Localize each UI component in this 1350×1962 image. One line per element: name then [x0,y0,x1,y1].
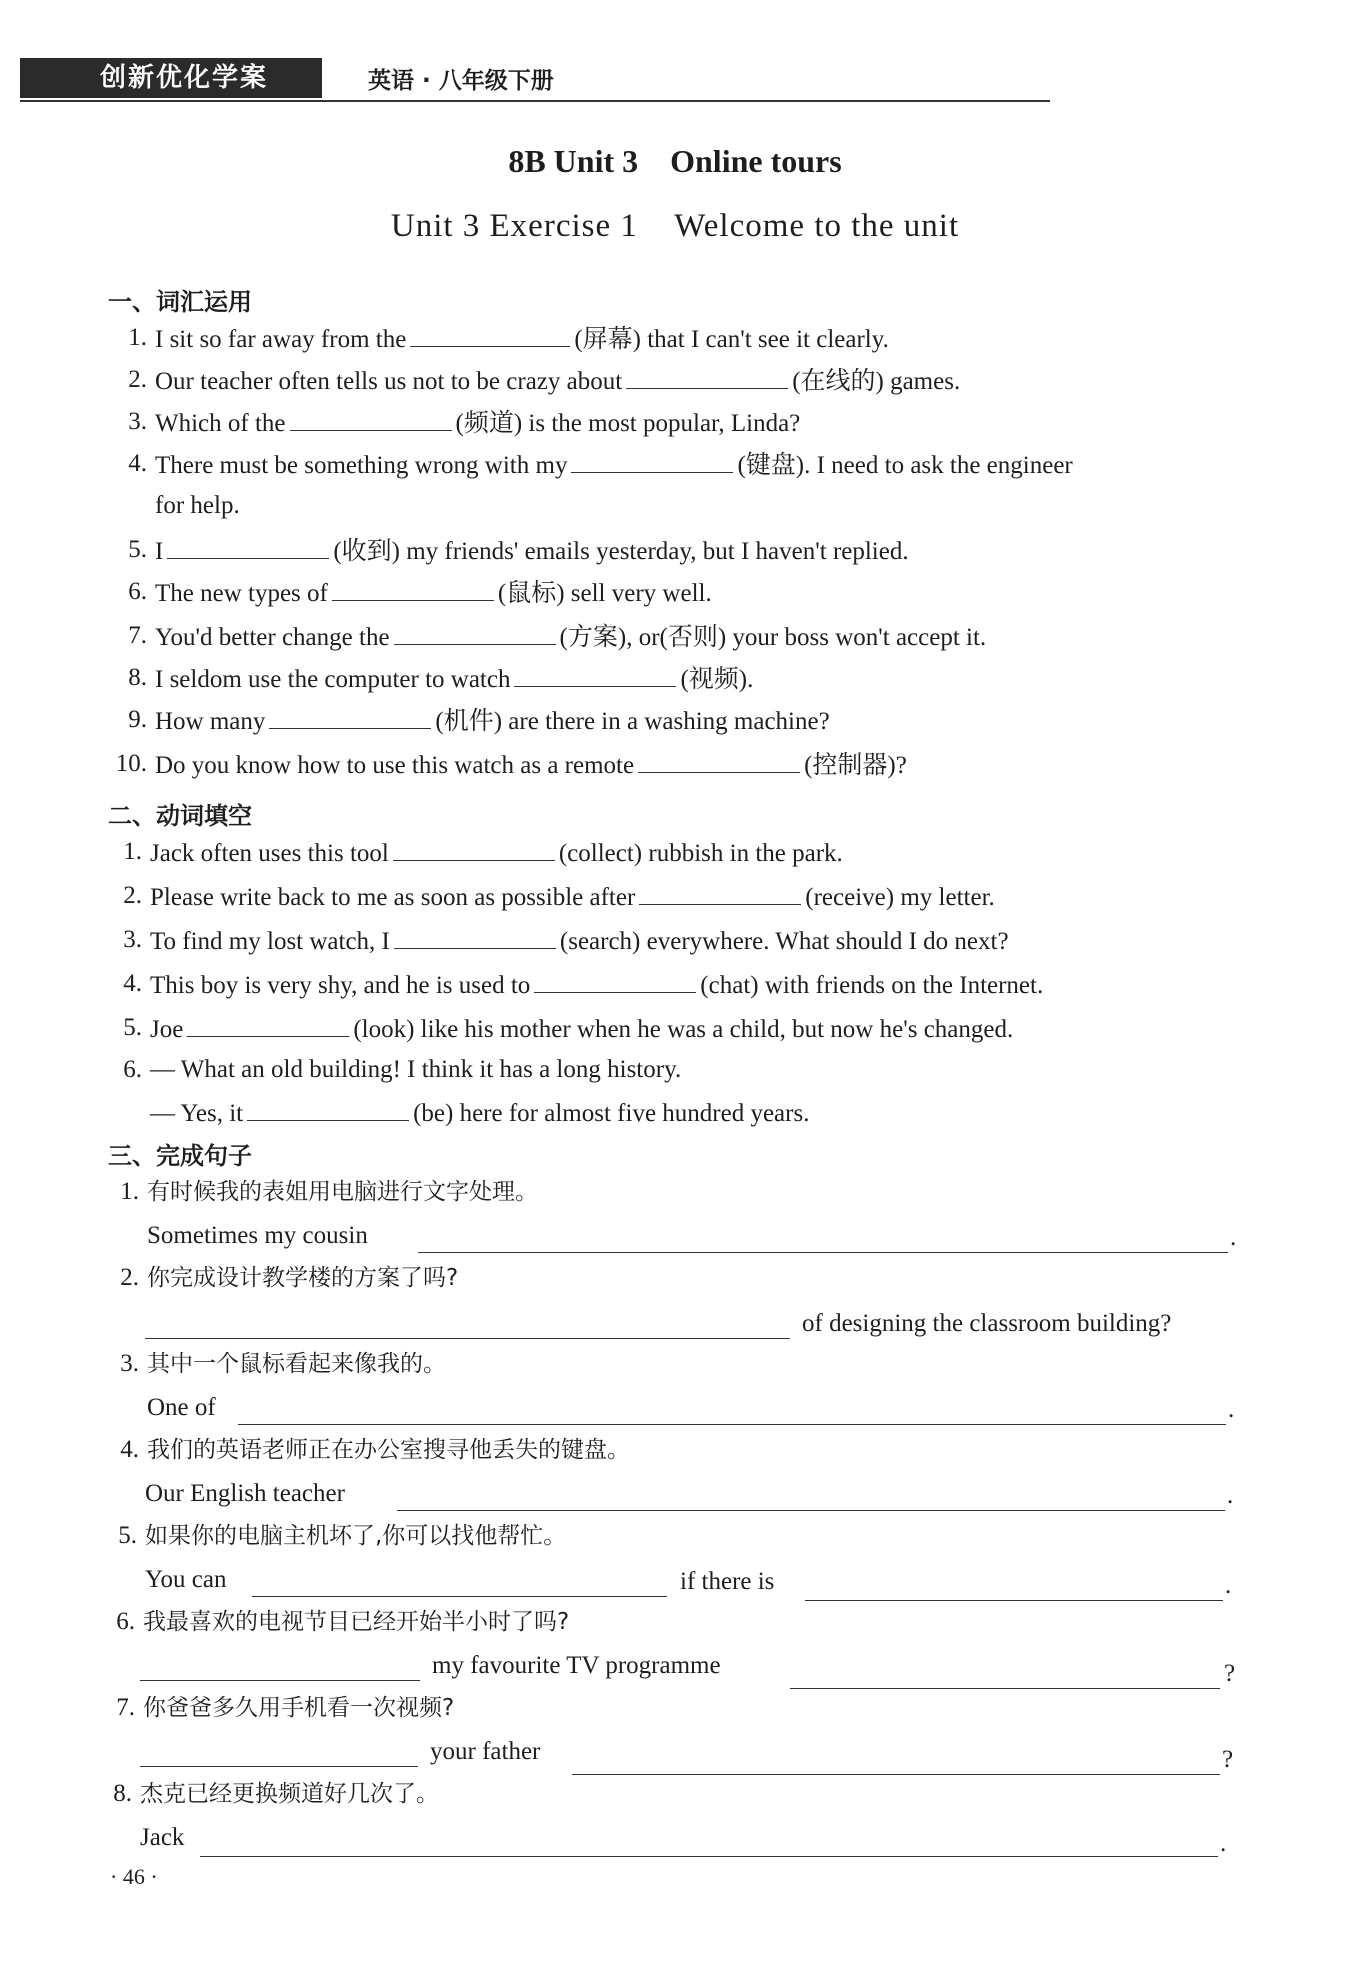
s1-item-2 [128,364,961,398]
item-text: (在线的) games. [792,368,961,395]
end-mark: . [1230,1224,1237,1251]
item-text: (receive) my letter. [805,884,995,911]
item-number: 1. [123,838,142,865]
item-chinese: 我最喜欢的电视节目已经开始半小时了吗? [143,1609,570,1635]
answer-blank[interactable] [571,448,733,473]
item-text: Joe [150,1016,184,1043]
item-text: Please write back to me as soon as possible after [150,884,636,911]
item-text: — Yes, it [150,1100,244,1127]
end-mark: . [1220,1830,1227,1857]
item-number: 7. [116,1694,135,1721]
item-text: (屏幕) that I can't see it clearly. [574,326,889,353]
item-text: (控制器)? [804,752,907,779]
s1-item-3 [128,406,801,440]
item-text: I sit so far away from the [155,326,407,353]
item-text: I seldom use the computer to watch [155,666,511,693]
end-mark: ? [1222,1746,1234,1773]
answer-line[interactable] [805,1600,1223,1601]
subject-label: 英语 · 八年级下册 [368,68,554,94]
s1-item-4 [128,448,1073,482]
s1-item-1 [128,322,889,356]
s3-item-5-zh [118,1520,567,1552]
item-text: The new types of [155,580,328,607]
section2-heading: 二、动词填空 [108,802,252,830]
section3-heading: 三、完成句子 [108,1142,252,1170]
item-text: You'd better change the [155,624,390,651]
item-text: I [155,538,164,565]
answer-blank[interactable] [638,748,800,773]
page-number: · 46 · [110,1864,158,1889]
answer-line[interactable] [397,1510,1225,1511]
answer-line[interactable] [140,1680,420,1681]
item-number: 8. [113,1780,132,1807]
s3-item-4-zh [120,1434,630,1466]
s3-item-8-zh [113,1778,439,1810]
s3-item-5-en-a: You can [145,1566,227,1593]
s2-item-5 [123,1012,1014,1046]
s3-item-3-en: One of [147,1394,216,1421]
answer-line[interactable] [572,1774,1220,1775]
end-mark: ? [1224,1660,1236,1687]
item-text: Jack often uses this tool [150,840,389,867]
item-chinese: 其中一个鼠标看起来像我的。 [147,1351,446,1377]
answer-line[interactable] [200,1856,1218,1857]
s1-item-4-cont: for help. [155,492,240,519]
s2-item-6b [150,1096,809,1130]
s3-item-5-en-b: if there is [680,1568,775,1595]
item-number: 2. [120,1264,139,1291]
item-number: 3. [120,1350,139,1377]
answer-line[interactable] [145,1338,790,1339]
answer-blank[interactable] [514,662,676,687]
s1-item-9 [128,704,830,738]
answer-blank[interactable] [626,364,788,389]
s2-item-6 [123,1054,682,1086]
end-mark: . [1227,1482,1234,1509]
item-chinese: 如果你的电脑主机坏了,你可以找他帮忙。 [145,1523,567,1549]
item-text: (频道) is the most popular, Linda? [455,410,801,437]
item-number: 5. [118,1522,137,1549]
item-number: 3. [123,926,142,953]
s3-item-7-en: your father [430,1738,541,1765]
item-text: (search) everywhere. What should I do next? [559,928,1009,955]
s3-item-4-en: Our English teacher [145,1480,345,1507]
item-number: 4. [120,1436,139,1463]
item-chinese: 杰克已经更换频道好几次了。 [140,1781,439,1807]
answer-blank[interactable] [167,534,329,559]
item-chinese: 有时候我的表姐用电脑进行文字处理。 [147,1179,538,1205]
item-number: 6. [123,1056,142,1083]
item-number: 1. [128,324,147,351]
answer-blank[interactable] [290,406,452,431]
s3-item-6-zh [116,1606,570,1638]
item-number: 9. [128,706,147,733]
item-number: 4. [128,450,147,477]
answer-line[interactable] [140,1766,418,1767]
answer-line[interactable] [790,1688,1220,1689]
answer-line[interactable] [418,1252,1228,1253]
item-chinese: 我们的英语老师正在办公室搜寻他丢失的键盘。 [147,1437,630,1463]
end-mark: . [1225,1572,1232,1599]
s3-item-2-zh [120,1262,459,1294]
item-number: 10. [115,750,147,777]
item-number: 2. [123,882,142,909]
item-number: 4. [123,970,142,997]
item-text: (be) here for almost five hundred years. [413,1100,810,1127]
item-text: This boy is very shy, and he is used to [150,972,531,999]
item-text: Do you know how to use this watch as a remote [155,752,635,779]
answer-blank[interactable] [269,704,431,729]
item-number: 3. [128,408,147,435]
answer-blank[interactable] [410,322,570,347]
answer-blank[interactable] [187,1012,349,1037]
answer-blank[interactable] [332,576,494,601]
answer-line[interactable] [238,1424,1226,1425]
s3-item-3-zh [120,1348,446,1380]
item-number: 2. [128,366,147,393]
item-chinese: 你完成设计教学楼的方案了吗? [147,1265,459,1291]
page-header [20,58,1050,104]
item-text: (鼠标) sell very well. [497,580,712,607]
s3-item-1-zh [120,1176,538,1208]
section1-heading: 一、词汇运用 [108,288,252,316]
answer-blank[interactable] [394,620,556,645]
s3-item-1-en: Sometimes my cousin [147,1222,368,1249]
item-text: To find my lost watch, I [150,928,390,955]
answer-line[interactable] [252,1596,667,1597]
item-text: — What an old building! I think it has a long history. [150,1056,682,1083]
s3-item-7-zh [116,1692,455,1724]
item-number: 5. [128,536,147,563]
item-text: (look) like his mother when he was a child, but now he's changed. [353,1016,1014,1043]
end-mark: . [1228,1396,1235,1423]
s2-item-4 [123,968,1044,1002]
s3-item-2-en: of designing the classroom building? [802,1310,1172,1337]
item-text: (方案), or(否则) your boss won't accept it. [559,624,987,651]
item-number: 8. [128,664,147,691]
item-text: (collect) rubbish in the park. [558,840,843,867]
item-number: 6. [128,578,147,605]
s2-item-1 [123,836,843,870]
s1-item-8 [128,662,754,696]
item-text: (视频). [680,666,754,693]
item-text: How many [155,708,266,735]
item-number: 7. [128,622,147,649]
unit-title: 8B Unit 3 Online tours [508,143,842,179]
s1-item-10 [115,748,907,782]
header-rule [20,100,1050,102]
s2-item-2 [123,880,995,914]
item-text: (chat) with friends on the Internet. [700,972,1044,999]
s1-item-7 [128,620,987,654]
answer-blank[interactable] [247,1096,409,1121]
item-text: (收到) my friends' emails yesterday, but I haven't replied. [333,538,909,565]
item-number: 6. [116,1608,135,1635]
s1-item-5 [128,534,909,568]
answer-blank[interactable] [639,880,801,905]
s1-item-6 [128,576,712,610]
item-text: (键盘). I need to ask the engineer [737,452,1073,479]
s2-item-3 [123,924,1009,958]
item-text: There must be something wrong with my [155,452,568,479]
item-text: Which of the [155,410,286,437]
answer-blank[interactable] [534,968,696,993]
s3-item-8-en: Jack [140,1824,185,1851]
s3-item-6-en: my favourite TV programme [432,1652,721,1679]
exercise-title: Unit 3 Exercise 1 Welcome to the unit [390,208,960,244]
brand-logo: 创新优化学案 [20,58,322,98]
answer-blank[interactable] [394,924,556,949]
item-number: 5. [123,1014,142,1041]
item-number: 1. [120,1178,139,1205]
item-chinese: 你爸爸多久用手机看一次视频? [143,1695,455,1721]
answer-blank[interactable] [393,836,555,861]
item-text: (机件) are there in a washing machine? [435,708,830,735]
item-text: Our teacher often tells us not to be crazy about [155,368,623,395]
